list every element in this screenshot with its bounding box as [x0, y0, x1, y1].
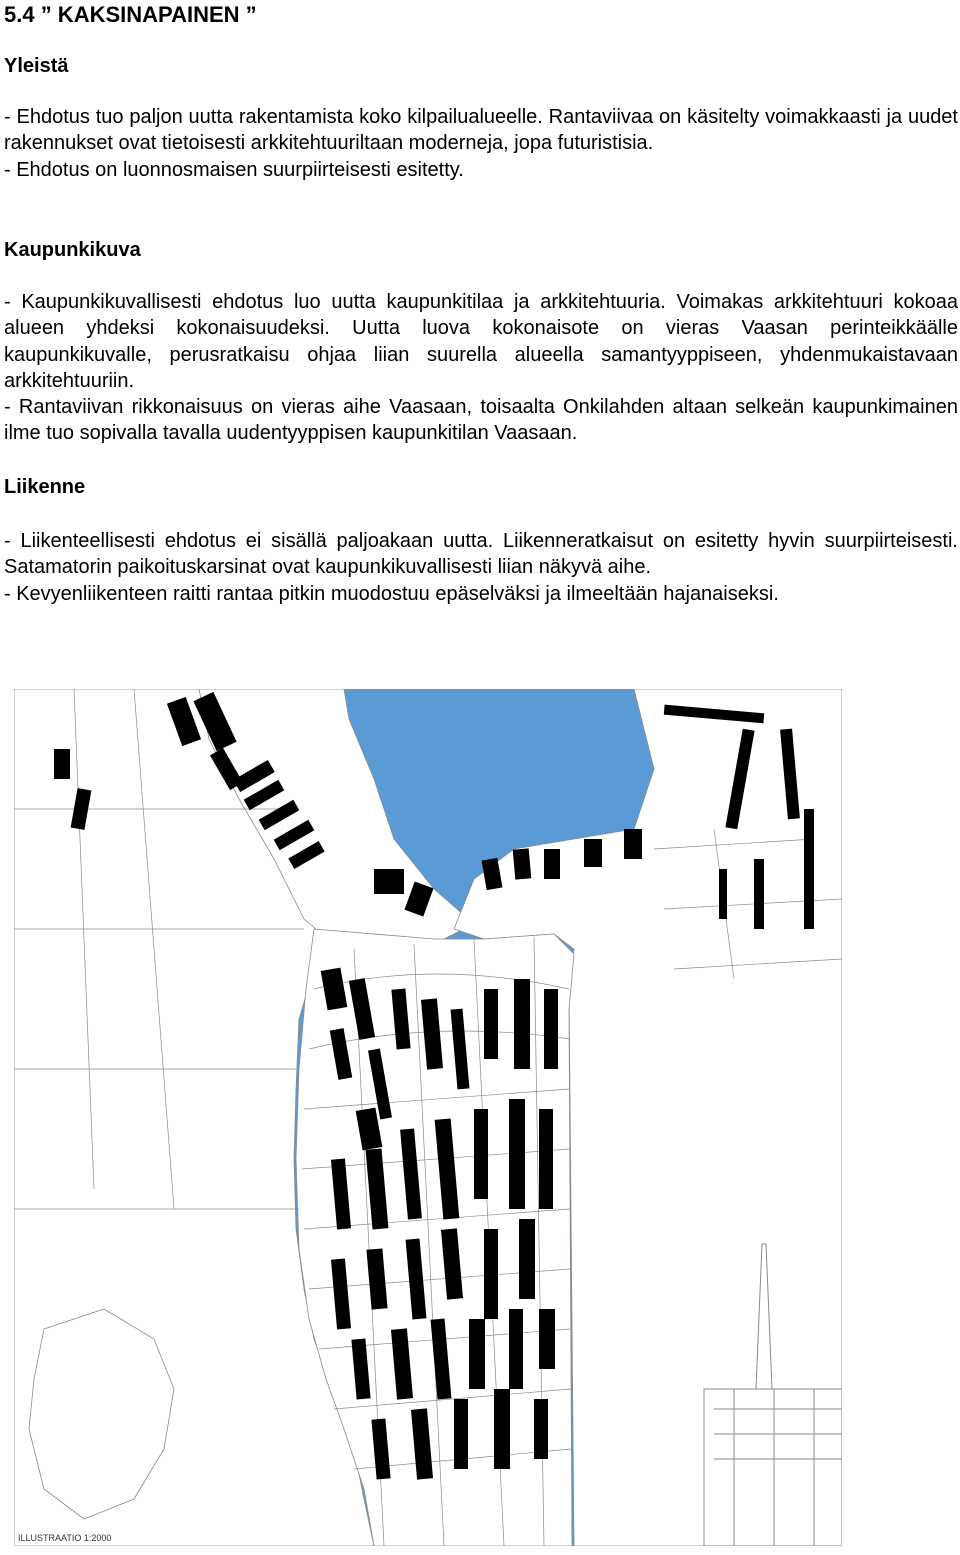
building-footprint — [509, 1309, 523, 1389]
section-body-kaupunkikuva — [4, 289, 958, 447]
building-footprint — [374, 869, 404, 894]
paragraph: - Rantaviivan rikkonaisuus on vieras aihe Vaasaan, toisaalta Onkilahden altaan selkeän kaupunkimainen ilme tuo sopivalla tavalla uudentyyppisen kaupunkitilan Vaasaan. — [4, 396, 958, 445]
building-footprint — [514, 979, 530, 1069]
page-heading: 5.4 ” KAKSINAPAINEN ” — [4, 2, 257, 27]
building-footprint — [544, 849, 560, 879]
paragraph: - Ehdotus tuo paljon uutta rakentamista koko kilpailualueelle. Rantaviivaa on käsitelty voimakkaasti ja uudet rakennukset ovat tietoisesti arkkitehtuuriltaan moderneja, jopa futuristisia. — [4, 106, 958, 155]
building-footprint — [494, 1389, 510, 1469]
paragraph: - Kevyenliikenteen raitti rantaa pitkin muodostuu epäselväksi ja ilmeeltään hajanaiseksi. — [4, 582, 779, 605]
building-footprint — [454, 1399, 468, 1469]
scale-label: ILLUSTRAATIO 1:2000 — [18, 1533, 112, 1543]
building-footprint — [484, 1229, 498, 1319]
paragraph: - Kaupunkikuvallisesti ehdotus luo uutta kaupunkitilaa ja arkkitehtuuria. Voimakas arkkitehtuuri kokoaa alueen yhdeksi kokonaisuudeksi. Uutta luova kokonaisote on vieras Vaasan perinteikkäälle kaupunkikuvalle, perusratkaisu ohjaa liian suurella alueella samantyyppiseen, yhdenmukaistavaan arkkitehtuuriin. — [4, 291, 958, 392]
building-footprint — [539, 1109, 553, 1209]
site-plan-map — [14, 689, 842, 1546]
building-footprint — [754, 859, 764, 929]
site-plan-illustration — [14, 689, 842, 1546]
building-footprint — [519, 1219, 535, 1299]
paragraph: - Ehdotus on luonnosmaisen suurpiirteisesti esitetty. — [4, 158, 464, 181]
building-footprint — [544, 989, 558, 1069]
section-body-liikenne — [4, 528, 958, 607]
section-title-liikenne: Liikenne — [4, 476, 86, 498]
building-footprint — [469, 1319, 485, 1389]
building-footprint — [534, 1399, 548, 1459]
building-footprint — [54, 749, 70, 779]
building-footprint — [474, 1109, 488, 1199]
building-footprint — [804, 809, 814, 929]
building-footprint — [539, 1309, 555, 1369]
section-title-kaupunkikuva: Kaupunkikuva — [4, 239, 141, 261]
building-footprint — [584, 839, 602, 867]
building-footprint — [484, 989, 498, 1059]
building-footprint — [513, 848, 532, 879]
section-body-yleista — [4, 104, 958, 183]
paragraph: - Liikenteellisesti ehdotus ei sisällä paljoakaan uutta. Liikenneratkaisut on esitetty hyvin suurpiirteisesti. Satamatorin paikoituskarsinat ovat kaupunkikuvallisesti liian näkyvä aihe. — [4, 530, 958, 579]
building-footprint — [509, 1099, 525, 1209]
section-title-yleista: Yleistä — [4, 55, 69, 77]
building-footprint — [719, 869, 727, 919]
building-footprint — [624, 829, 642, 859]
